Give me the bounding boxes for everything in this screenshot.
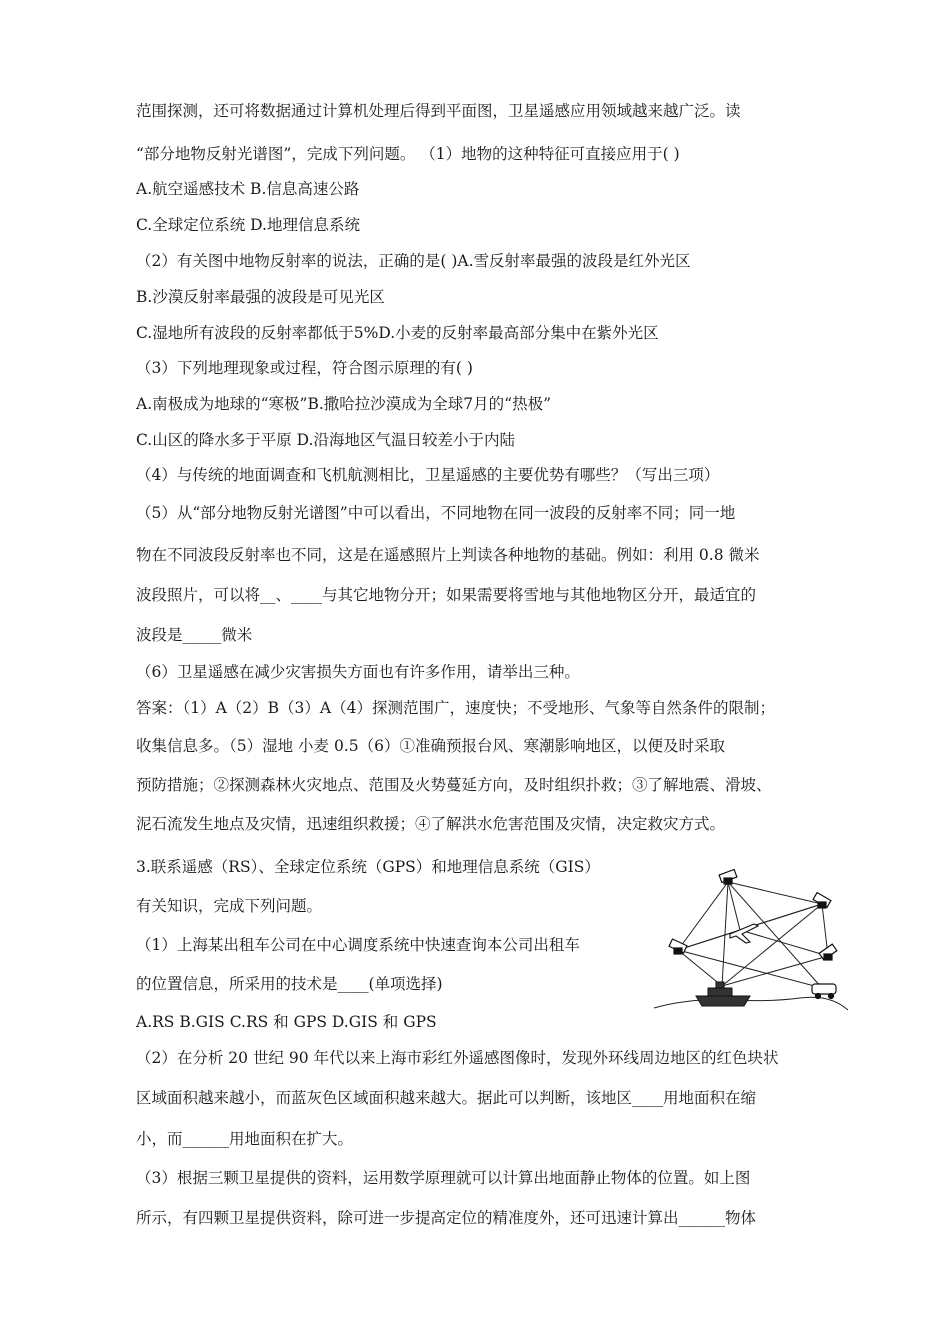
text-line: 小，而______用地面积在扩大。 <box>136 1130 354 1148</box>
satellite-icon <box>819 944 837 960</box>
text-line: 的位置信息，所采用的技术是____(单项选择) <box>136 975 443 993</box>
text-line: （3）下列地理现象或过程，符合图示原理的有( ) <box>136 359 473 377</box>
text-line: （1）上海某出租车公司在中心调度系统中快速查询本公司出租车 <box>136 936 580 954</box>
ship-icon <box>696 982 750 1006</box>
text-line: 泥石流发生地点及灾情，迅速组织救援；④了解洪水危害范围及灾情，决定救灾方式。 <box>136 815 726 833</box>
satellite-positioning-illustration <box>650 858 850 1018</box>
airplane-icon <box>730 924 758 943</box>
text-line: A.RS B.GIS C.RS 和 GPS D.GIS 和 GPS <box>136 1013 437 1031</box>
text-line: （2）在分析 20 世纪 90 年代以来上海市彩红外遥感图像时，发现外环线周边地区的红色块状 <box>136 1049 779 1067</box>
text-line: 有关知识，完成下列问题。 <box>136 897 323 915</box>
text-line: C.山区的降水多于平原 D.沿海地区气温日较差小于内陆 <box>136 431 515 449</box>
text-line: （4）与传统的地面调查和飞机航测相比，卫星遥感的主要优势有哪些？（写出三项） <box>136 466 720 484</box>
text-line: B.沙漠反射率最强的波段是可见光区 <box>136 288 385 306</box>
text-line: “部分地物反射光谱图”，完成下列问题。 （1）地物的这种特征可直接应用于( ) <box>136 145 680 163</box>
text-line: C.全球定位系统 D.地理信息系统 <box>136 216 360 234</box>
text-line: （5）从“部分地物反射光谱图”中可以看出，不同地物在同一波段的反射率不同；同一地 <box>136 504 736 522</box>
text-line: （2）有关图中地物反射率的说法，正确的是( )A.雪反射率最强的波段是红外光区 <box>136 252 691 270</box>
text-line: 区域面积越来越小，而蓝灰色区域面积越来越大。据此可以判断，该地区____用地面积在缩 <box>136 1089 757 1107</box>
text-line: 答案：（1）A（2）B（3）A（4）探测范围广，速度快；不受地形、气象等自然条件的限制； <box>136 699 775 717</box>
text-line: 波段是_____微米 <box>136 626 253 644</box>
text-line: 所示，有四颗卫星提供资料，除可进一步提高定位的精准度外，还可迅速计算出______物体 <box>136 1209 757 1227</box>
text-line: A.航空遥感技术 B.信息高速公路 <box>136 180 360 198</box>
text-line: （3）根据三颗卫星提供的资料，运用数学原理就可以计算出地面静止物体的位置。如上图 <box>136 1169 751 1187</box>
text-line: 波段照片，可以将__、____与其它地物分开；如果需要将雪地与其他地物区分开，最适宜的 <box>136 586 757 604</box>
satellite-icon <box>719 870 737 884</box>
text-line: A.南极成为地球的“寒极”B.撒哈拉沙漠成为全球7月的“热极” <box>136 395 551 413</box>
text-line: 物在不同波段反射率也不同，这是在遥感照片上判读各种地物的基础。例如：利用 0.8 微米 <box>136 546 760 564</box>
text-line: 3.联系遥感（RS）、全球定位系统（GPS）和地理信息系统（GIS） <box>136 858 600 876</box>
text-line: （6）卫星遥感在减少灾害损失方面也有许多作用，请举出三种。 <box>136 663 580 681</box>
text-line: 收集信息多。（5）湿地 小麦 0.5（6）①准确预报台风、寒潮影响地区，以便及时采取 <box>136 737 725 755</box>
text-line: 范围探测，还可将数据通过计算机处理后得到平面图，卫星遥感应用领域越来越广泛。读 <box>136 102 741 120</box>
text-line: 预防措施；②探测森林火灾地点、范围及火势蔓延方向，及时组织扑救；③了解地震、滑坡、 <box>136 776 772 794</box>
car-icon <box>812 984 836 999</box>
text-line: C.湿地所有波段的反射率都低于5%D.小麦的反射率最高部分集中在紫外光区 <box>136 324 659 342</box>
